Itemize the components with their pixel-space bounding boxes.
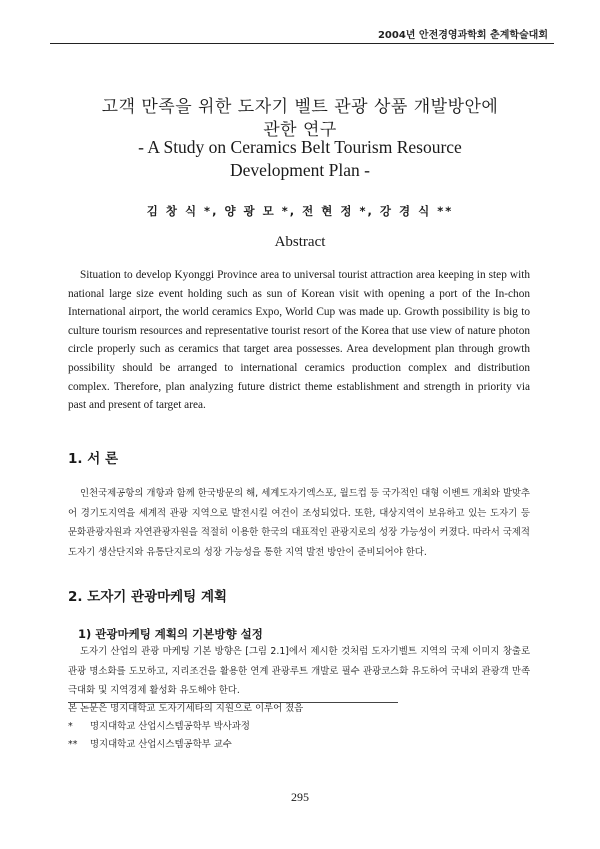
footnote-item [68,700,528,718]
author-list: 김 창 식 *, 양 광 모 *, 전 현 정 *, 강 경 식 ** [146,204,454,218]
footnote-mark: ** [68,739,78,750]
footnote-text: 명지대학교 산업시스템공학부 교수 [90,739,232,750]
section2-text: 도자기 산업의 관광 마케팅 기본 방향은 [그림 2.1]에서 제시한 것처럼 도자기벨트 지역의 국제 이미지 창출로 관광 명소화를 도모하고, 지리조건을 활용한 연계 관광루트 개발로 필수 관광코스화 유도하여 국내외 관광객 만족 극대화 및 지역경제 활성화 유도해야 한다. [68,646,530,697]
section1-text: 인천국제공항의 개항과 함께 한국방문의 해, 세계도자기엑스포, 월드컵 등 국가적인 대형 이벤트 개최와 발맞추어 경기도지역을 세계적 관광 지역으로 발전시킬 여건이 조성되었다. 또한, 대상지역이 보유하고 있는 도자기 등 문화관광자원과 자연관광자원을 적절히 이용한 한국의 대표적인 관광지로의 성장 가능성이 커졌다. 따라서 국제적 도자기 생산단지와 유통단지로의 성장 가능성을 통한 지역 발전 방안이 준비되어야 한다. [68,488,530,558]
abstract-heading: Abstract [274,234,326,250]
footnote-item [68,718,528,736]
section1-heading: 1. 서 론 [68,451,119,467]
section2-heading: 2. 도자기 관광마케팅 계획 [68,589,228,605]
title-korean-line2: 관한 연구 [263,120,337,140]
abstract-text: Situation to develop Kyonggi Province area to universal tourist attraction area keeping in step with national large size event holding such as sun of Korean visit with opening a port of the In-chon International airport, the world ceramics Expo, World Cup was made up. Growth possibility is big to culture tourism resources and representative tourist resort of the Korea that use view of nature photon circle properly such as ceramics that target area possesses. Area development plan through growth possibility should be arranged to international ceramics production complex and distribution complex. Therefore, plan analyzing future district theme establishment and strength in priority via past and present of target area. [68,269,530,412]
footnote-text: 명지대학교 산업시스템공학부 박사과정 [90,721,250,732]
header-rule [50,43,554,44]
page-number: 295 [291,790,309,804]
title-english-line1: - A Study on Ceramics Belt Tourism Resource [138,137,462,157]
footnote-item [68,736,528,754]
title-english-line2: Development Plan - [230,160,370,180]
footnote-mark: * [68,721,73,732]
title-korean-line1: 고객 만족을 위한 도자기 벨트 관광 상품 개발방안에 [101,97,499,117]
section2-subheading: 1) 관광마케팅 계획의 기본방향 설정 [78,627,263,641]
footnote-text: 본 논문은 명지대학교 도자기세타의 지원으로 이루어 졌음 [68,703,304,714]
footnotes [68,700,528,754]
conference-header: 2004년 안전경영과학회 춘계학술대회 [377,30,548,41]
